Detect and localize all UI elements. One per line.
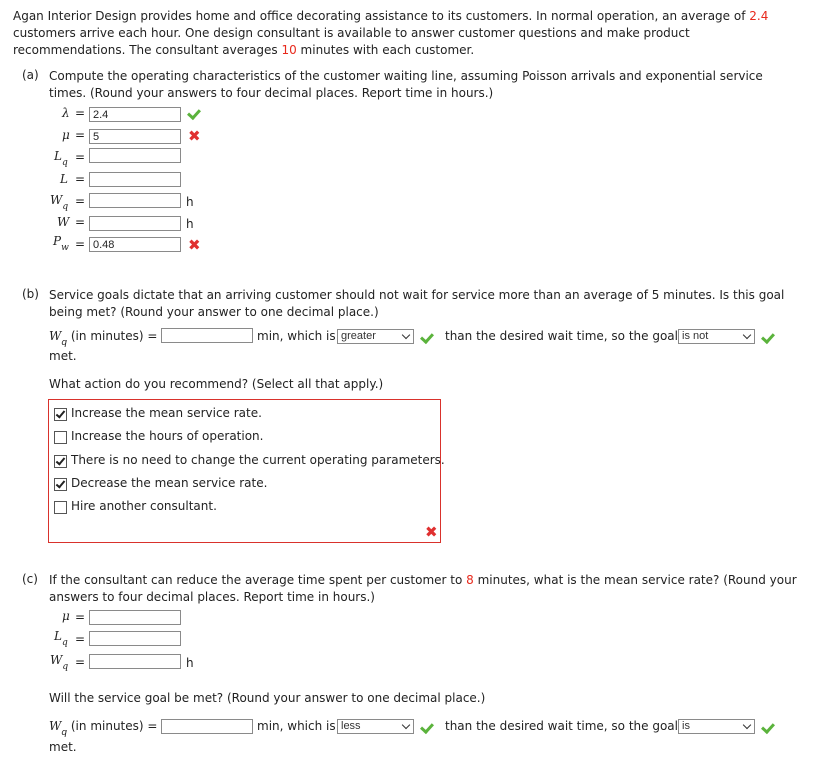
lq-symbol: $L_q$ (54, 629, 68, 648)
correct-check-icon (420, 330, 434, 344)
problem-statement (13, 8, 803, 59)
comparison-select[interactable]: less (337, 719, 414, 734)
correct-check-icon (761, 720, 775, 734)
incorrect-x-icon: ✖ (188, 236, 201, 254)
equals-sign: = (75, 172, 86, 186)
intro-text-2: customers arrive each hour. One design consultant is available to answer customer questions and make product recommendations. The consultant averages (13, 26, 690, 57)
c-lq-input[interactable] (89, 631, 181, 646)
part-a-instructions: Compute the operating characteristics of the customer waiting line, assuming Poisson arrivals and exponential service times. (Round your answers to four decimal places. Report time in hours.) (49, 69, 763, 100)
chevron-down-icon (402, 331, 410, 339)
than-text: than the desired wait time, so the goal (445, 329, 678, 343)
equals-sign: = (75, 237, 86, 251)
than-text: than the desired wait time, so the goal (445, 719, 678, 733)
part-a-label: (a) (22, 68, 39, 82)
intro-text-3: minutes with each customer. (296, 43, 475, 57)
mu-symbol: μ (62, 609, 70, 623)
l-input[interactable] (89, 172, 181, 187)
correct-check-icon (761, 330, 775, 344)
lambda-input[interactable]: 2.4 (89, 107, 181, 122)
equals-sign: = (75, 106, 86, 120)
checkbox[interactable] (54, 408, 67, 421)
checkbox[interactable] (54, 478, 67, 491)
part-c-instructions: If the consultant can reduce the average time spent per customer to 8 minutes, what is the mean service rate? (Round your answers to four decimal places. Report time in hours.) (49, 573, 797, 604)
incorrect-x-icon: ✖ (425, 523, 438, 541)
equals-sign: = (75, 655, 86, 669)
chevron-down-icon (402, 721, 410, 729)
lq-symbol: $L_q$ (54, 149, 68, 168)
action-question: What action do you recommend? (Select all that apply.) (49, 377, 384, 391)
checkbox[interactable] (54, 455, 67, 468)
c-wq-minutes-label: $W_q$ (in minutes) = (49, 719, 158, 738)
part-b-instructions: Service goals dictate that an arriving customer should not wait for service more than an average of 5 minutes. Is this goal being met? (Round your answer to one decimal place.) (49, 288, 785, 319)
met-text: met. (49, 349, 77, 363)
mu-symbol: μ (62, 128, 70, 142)
part-b-label: (b) (22, 287, 39, 301)
chevron-down-icon (743, 721, 751, 729)
comparison-select[interactable]: greater (337, 329, 414, 344)
equals-sign: = (75, 128, 86, 142)
wq-minutes-label: $W_q$ (in minutes) = (49, 329, 158, 348)
reduced-minutes-value: 8 (466, 573, 474, 587)
c-wq-minutes-input[interactable] (161, 719, 253, 734)
c-wq-input[interactable] (89, 654, 181, 669)
correct-check-icon (187, 106, 201, 120)
action-options-panel: Increase the mean service rate. Increase the hours of operation. There is no need to change the current operating parameters. Decrease the mean service rate. Hire another consultant. ✖ (48, 399, 441, 543)
part-c-label: (c) (22, 572, 38, 586)
equals-sign: = (75, 215, 86, 229)
which-is-text: min, which is (257, 329, 336, 343)
checkbox[interactable] (54, 501, 67, 514)
service-minutes-value: 10 (281, 43, 297, 57)
hours-unit: h (186, 217, 194, 231)
equals-sign: = (75, 194, 86, 208)
wq-input[interactable] (89, 193, 181, 208)
chevron-down-icon (743, 331, 751, 339)
checkbox[interactable] (54, 431, 67, 444)
intro-text-1: Agan Interior Design provides home and office decorating assistance to its customers. In normal operation, an average of (13, 9, 750, 23)
equals-sign: = (75, 632, 86, 646)
pw-symbol: $P_w$ (53, 234, 69, 253)
w-symbol: W (57, 215, 70, 229)
l-symbol: L (60, 172, 68, 186)
hours-unit: h (186, 656, 194, 670)
c-mu-input[interactable] (89, 610, 181, 625)
lambda-symbol: λ (62, 106, 70, 120)
goal-select[interactable]: is (678, 719, 755, 734)
goal-select[interactable]: is not (678, 329, 755, 344)
hours-unit: h (186, 195, 194, 209)
correct-check-icon (420, 720, 434, 734)
pw-input[interactable]: 0.48 (89, 237, 181, 252)
lq-input[interactable] (89, 148, 181, 163)
arrival-rate-value: 2.4 (749, 9, 769, 23)
wq-symbol: $W_q$ (50, 653, 69, 672)
incorrect-x-icon: ✖ (188, 127, 201, 145)
equals-sign: = (75, 610, 86, 624)
which-is-text: min, which is (257, 719, 336, 733)
service-goal-question: Will the service goal be met? (Round your answer to one decimal place.) (49, 691, 486, 705)
met-text: met. (49, 740, 77, 754)
w-input[interactable] (89, 216, 181, 231)
mu-input[interactable]: 5 (89, 129, 181, 144)
equals-sign: = (75, 150, 86, 164)
wq-symbol: $W_q$ (50, 193, 69, 212)
wq-minutes-input[interactable] (161, 328, 253, 343)
